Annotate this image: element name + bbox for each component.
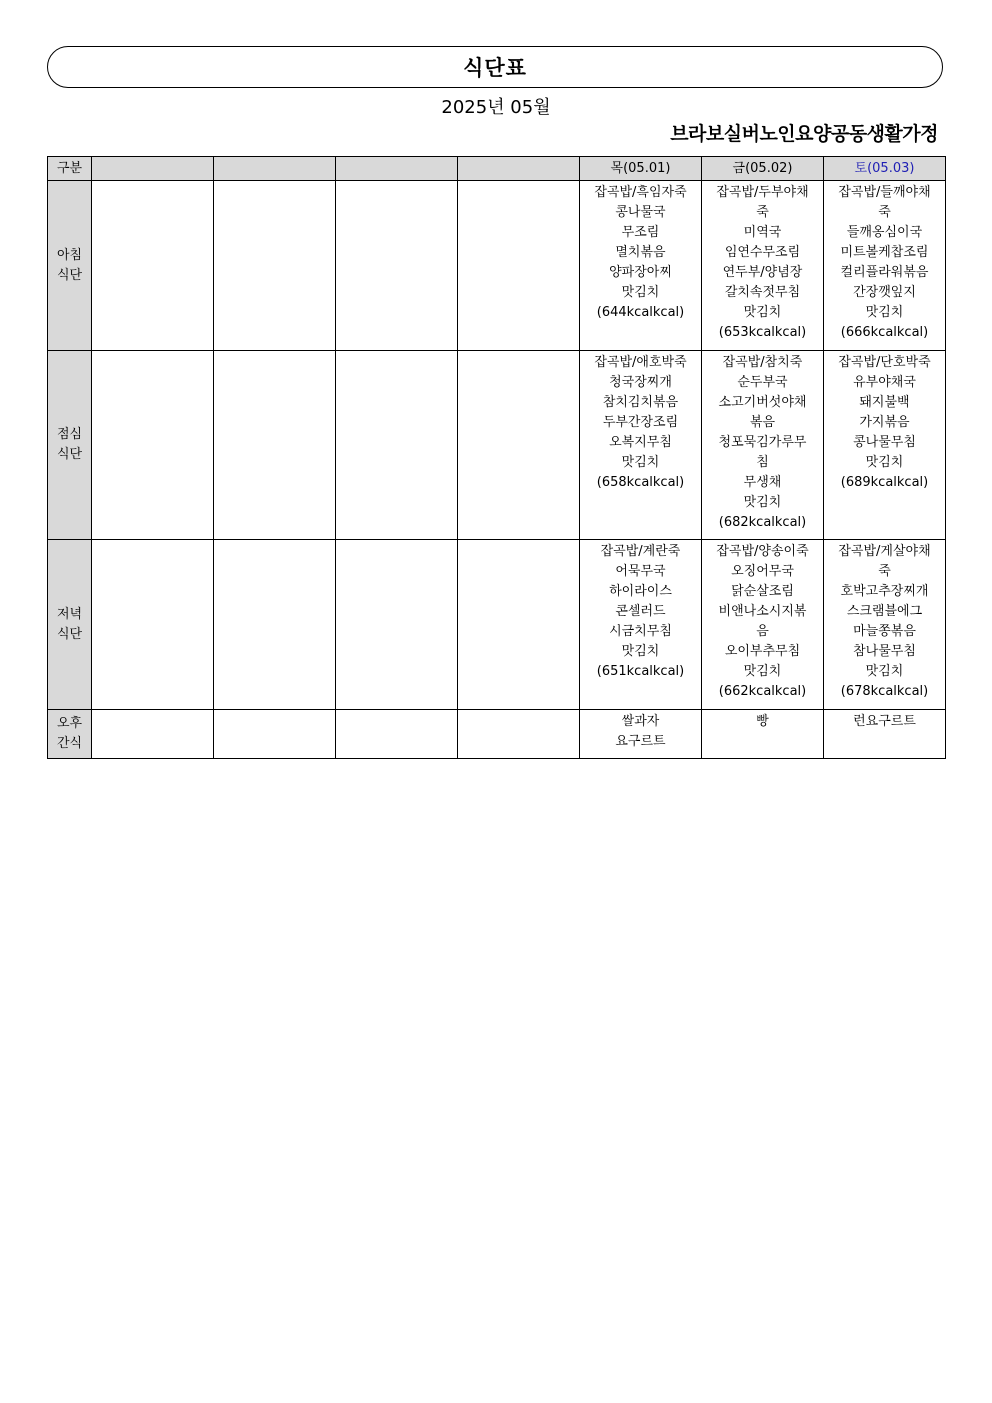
menu-item: 빵 bbox=[756, 714, 769, 729]
menu-item: 잡곡밥/들깨야채 bbox=[838, 185, 931, 200]
menu-cell bbox=[580, 351, 702, 540]
menu-item: 맛김치 bbox=[743, 664, 782, 679]
menu-item: 시금치무침 bbox=[609, 624, 672, 639]
empty-day-cell bbox=[336, 351, 458, 540]
menu-item: 맛김치 bbox=[621, 644, 660, 659]
meal-label-line: 아침 bbox=[56, 247, 83, 263]
month-label: 2025년 05월 bbox=[441, 97, 551, 118]
menu-item: (689kcalkcal) bbox=[840, 475, 929, 490]
menu-cell bbox=[824, 181, 946, 351]
menu-item: 콩나물국 bbox=[615, 205, 666, 220]
menu-item: 맛김치 bbox=[865, 664, 904, 679]
menu-item: 콩나물무침 bbox=[853, 435, 916, 450]
meal-row-snack bbox=[48, 710, 946, 759]
table-header-row bbox=[48, 157, 946, 181]
menu-item: (653kcalkcal) bbox=[718, 325, 807, 340]
empty-day-cell bbox=[336, 710, 458, 759]
facility-name: 브라보실버노인요양공동생활가정 bbox=[670, 123, 938, 145]
page-title: 식단표 bbox=[463, 56, 527, 80]
empty-day-cell bbox=[336, 540, 458, 710]
menu-item: 닭순살조림 bbox=[731, 584, 794, 599]
menu-item: 맛김치 bbox=[621, 285, 660, 300]
meal-label-line: 점심 bbox=[56, 427, 83, 442]
menu-item: 스크램블에그 bbox=[846, 604, 923, 619]
menu-cell bbox=[824, 710, 946, 759]
empty-header-cell bbox=[458, 157, 580, 181]
menu-item: 잡곡밥/계란죽 bbox=[600, 544, 681, 559]
menu-item: 죽 bbox=[878, 564, 891, 579]
menu-item: 잡곡밥/두부야채 bbox=[716, 185, 809, 200]
menu-item: 오이부추무침 bbox=[724, 644, 801, 659]
meal-label bbox=[48, 351, 92, 540]
menu-item: 맛김치 bbox=[865, 305, 904, 320]
menu-item: 양파장아찌 bbox=[609, 265, 672, 280]
empty-day-cell bbox=[214, 710, 336, 759]
menu-cell bbox=[580, 540, 702, 710]
menu-item: 가지볶음 bbox=[859, 415, 910, 430]
empty-day-cell bbox=[458, 181, 580, 351]
menu-item: 순두부국 bbox=[737, 375, 788, 390]
menu-item: 갈치속젓무침 bbox=[724, 285, 801, 300]
day-header-fri: 금(05.02) bbox=[702, 157, 824, 181]
meal-label-line: 간식 bbox=[56, 736, 83, 751]
menu-item: 오징어무국 bbox=[731, 564, 794, 579]
menu-cell bbox=[824, 351, 946, 540]
menu-cell bbox=[702, 540, 824, 710]
menu-item: 소고기버섯야채 bbox=[718, 395, 807, 410]
menu-item: (651kcalkcal) bbox=[596, 664, 685, 679]
menu-item: (666kcalkcal) bbox=[840, 325, 929, 340]
menu-item: 돼지불백 bbox=[859, 395, 910, 410]
menu-item: 미역국 bbox=[743, 225, 782, 240]
menu-item: 죽 bbox=[878, 205, 891, 220]
menu-item: 잡곡밥/흑임자죽 bbox=[594, 185, 687, 200]
menu-cell bbox=[702, 710, 824, 759]
menu-item: 연두부/양념장 bbox=[722, 265, 803, 280]
meal-row-breakfast bbox=[48, 181, 946, 351]
menu-item: 무생채 bbox=[743, 475, 782, 490]
menu-item: 컬리플라워볶음 bbox=[840, 265, 929, 280]
meal-label-line: 식단 bbox=[56, 626, 83, 642]
menu-item: 들깨옹심이국 bbox=[846, 225, 923, 240]
menu-item: 잡곡밥/양송이죽 bbox=[716, 544, 809, 559]
menu-cell bbox=[702, 351, 824, 540]
meal-row-dinner bbox=[48, 540, 946, 710]
menu-item: 맛김치 bbox=[743, 305, 782, 320]
meal-label-line: 저녁 bbox=[56, 606, 83, 622]
meal-table bbox=[47, 156, 946, 759]
menu-item: (658kcalkcal) bbox=[596, 475, 685, 490]
menu-item: 런요구르트 bbox=[853, 714, 916, 729]
meal-label bbox=[48, 181, 92, 351]
meal-label-line: 식단 bbox=[56, 267, 83, 283]
menu-item: 쌀과자 bbox=[621, 714, 660, 729]
empty-day-cell bbox=[92, 710, 214, 759]
menu-item: 무조림 bbox=[621, 225, 660, 240]
menu-cell bbox=[580, 710, 702, 759]
menu-item: 미트볼케찹조림 bbox=[840, 245, 929, 260]
meal-row-lunch bbox=[48, 351, 946, 540]
menu-item: 오복지무침 bbox=[609, 435, 672, 450]
menu-item: 간장깻잎지 bbox=[853, 285, 916, 300]
empty-day-cell bbox=[92, 181, 214, 351]
empty-day-cell bbox=[214, 181, 336, 351]
menu-item: 잡곡밥/애호박죽 bbox=[594, 355, 687, 370]
menu-item: 요구르트 bbox=[615, 734, 666, 749]
menu-item: 두부간장조림 bbox=[602, 415, 679, 430]
menu-item: 호박고추장찌개 bbox=[840, 584, 929, 599]
menu-cell bbox=[824, 540, 946, 710]
meal-label bbox=[48, 540, 92, 710]
meal-body bbox=[48, 181, 946, 759]
empty-header-cell bbox=[214, 157, 336, 181]
empty-day-cell bbox=[458, 351, 580, 540]
menu-item: 하이라이스 bbox=[609, 584, 672, 599]
menu-item: 맛김치 bbox=[865, 455, 904, 470]
empty-header-cell bbox=[92, 157, 214, 181]
empty-day-cell bbox=[458, 710, 580, 759]
menu-item: 음 bbox=[756, 624, 769, 639]
menu-cell bbox=[580, 181, 702, 351]
menu-cell bbox=[702, 181, 824, 351]
menu-item: 참나물무침 bbox=[853, 644, 916, 659]
menu-item: (644kcalkcal) bbox=[596, 305, 685, 320]
empty-day-cell bbox=[458, 540, 580, 710]
empty-day-cell bbox=[336, 181, 458, 351]
menu-item: 임연수무조림 bbox=[724, 245, 801, 260]
menu-item: 마늘쫑볶음 bbox=[853, 624, 916, 639]
menu-item: (678kcalkcal) bbox=[840, 684, 929, 699]
menu-item: 비앤나소시지볶 bbox=[718, 604, 807, 619]
menu-item: 잡곡밥/단호박죽 bbox=[838, 355, 931, 370]
menu-item: 유부야채국 bbox=[853, 375, 916, 390]
empty-header-cell bbox=[336, 157, 458, 181]
day-header-sat: 토(05.03) bbox=[824, 157, 946, 181]
empty-day-cell bbox=[214, 540, 336, 710]
menu-item: 침 bbox=[756, 455, 769, 470]
menu-item: 콘셀러드 bbox=[615, 604, 666, 619]
empty-day-cell bbox=[214, 351, 336, 540]
menu-item: 청포묵김가루무 bbox=[718, 435, 807, 450]
menu-item: 청국장찌개 bbox=[609, 375, 672, 390]
corner-label: 구분 bbox=[48, 157, 92, 181]
meal-label-line: 식단 bbox=[56, 447, 83, 462]
menu-item: (662kcalkcal) bbox=[718, 684, 807, 699]
meal-label bbox=[48, 710, 92, 759]
empty-day-cell bbox=[92, 351, 214, 540]
empty-day-cell bbox=[92, 540, 214, 710]
title-box bbox=[47, 46, 943, 88]
menu-item: 잡곡밥/게살야채 bbox=[838, 544, 931, 559]
menu-item: 어묵무국 bbox=[615, 564, 666, 579]
menu-item: 참치김치볶음 bbox=[602, 395, 679, 410]
meal-label-line: 오후 bbox=[56, 716, 83, 731]
day-header-thu: 목(05.01) bbox=[580, 157, 702, 181]
menu-item: 잡곡밥/참치죽 bbox=[722, 355, 803, 370]
menu-item: 맛김치 bbox=[743, 495, 782, 510]
menu-item: (682kcalkcal) bbox=[718, 515, 807, 530]
menu-item: 볶음 bbox=[749, 415, 776, 430]
menu-item: 맛김치 bbox=[621, 455, 660, 470]
menu-item: 죽 bbox=[756, 205, 769, 220]
menu-item: 멸치볶음 bbox=[615, 245, 666, 260]
